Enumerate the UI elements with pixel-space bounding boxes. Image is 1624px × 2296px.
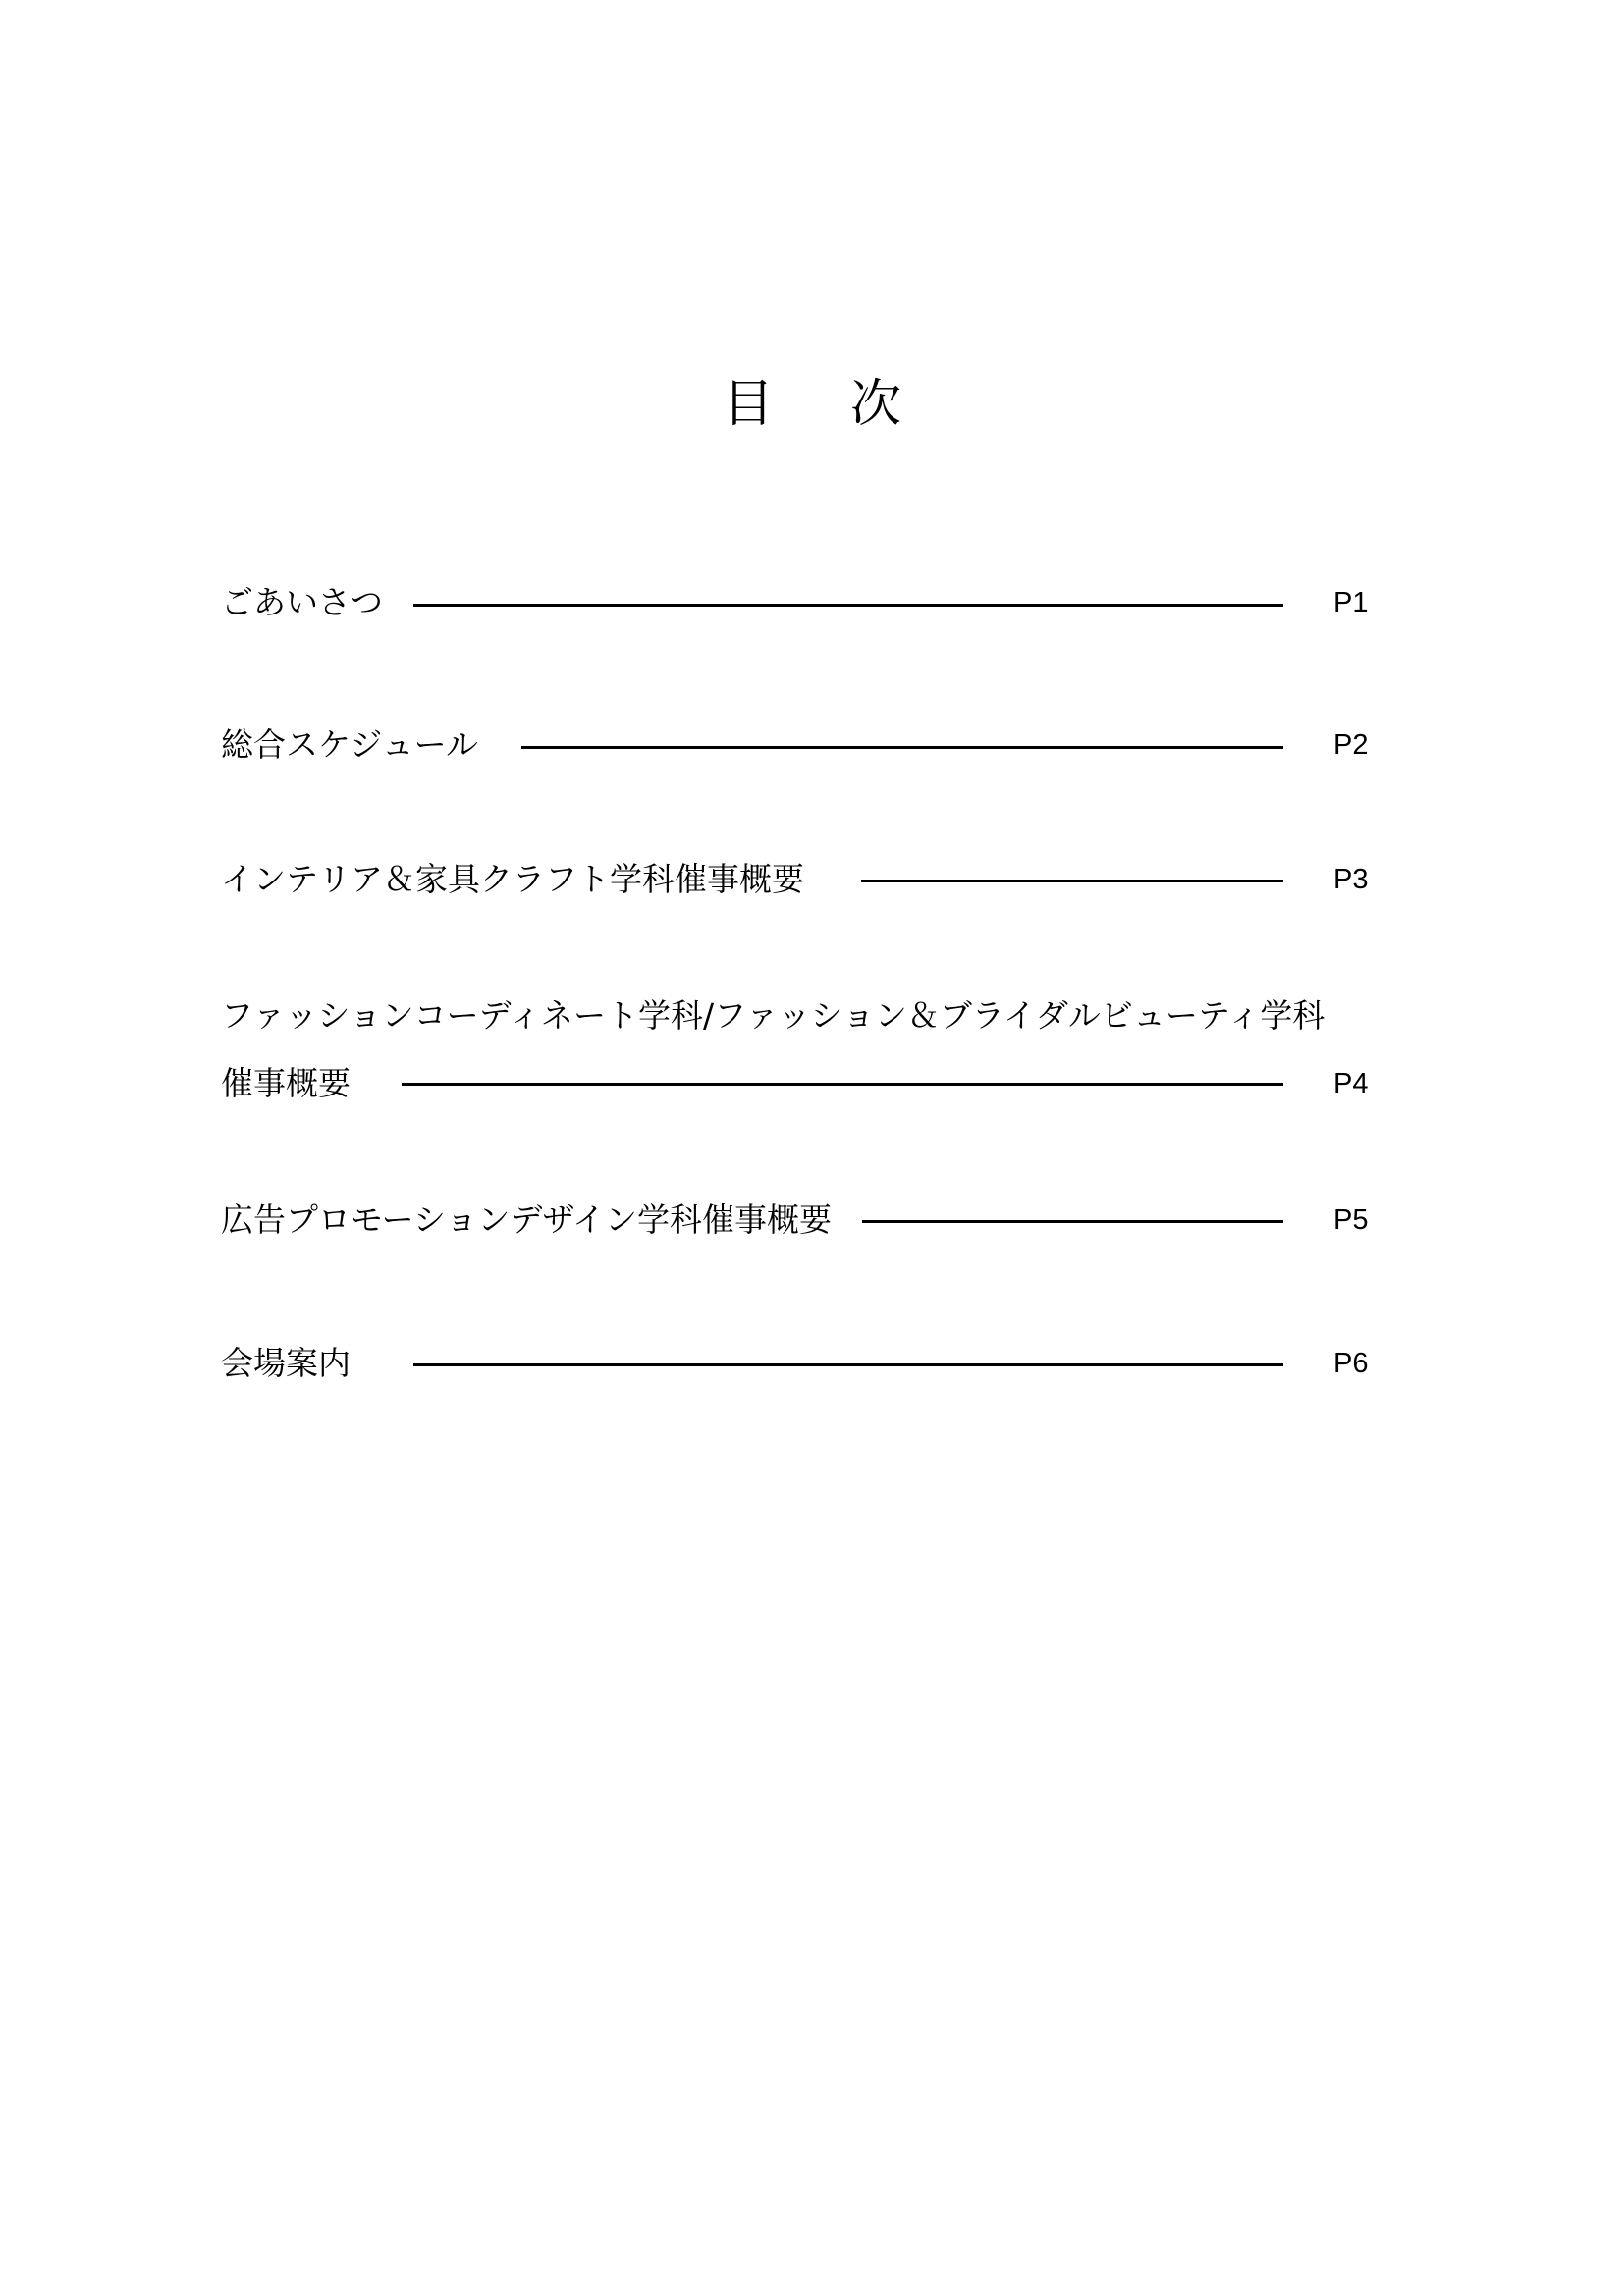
toc-entry-label[interactable]: インテリア＆家具クラフト学科催事概要 bbox=[221, 860, 804, 898]
toc-entry-label[interactable]: 広告プロモーションデザイン学科催事概要 bbox=[221, 1201, 833, 1239]
toc-leader-line bbox=[521, 746, 1283, 749]
toc-page-number[interactable]: P2 bbox=[1333, 729, 1369, 761]
toc-entry-label[interactable]: 総合スケジュール bbox=[221, 725, 479, 764]
toc-entry-label[interactable]: 会場案内 bbox=[221, 1344, 351, 1382]
title-char-2: 次 bbox=[850, 375, 902, 434]
toc-page-number[interactable]: P4 bbox=[1333, 1068, 1369, 1099]
toc-leader-line bbox=[413, 604, 1283, 607]
toc-page-number[interactable]: P3 bbox=[1333, 864, 1369, 895]
title-char-1: 目 bbox=[722, 375, 774, 434]
toc-entry-label-line1[interactable]: ファッションコーディネート学科/ファッション＆ブライダルビューティ学科 bbox=[221, 996, 1326, 1035]
toc-page-number[interactable]: P5 bbox=[1333, 1204, 1369, 1236]
toc-leader-line bbox=[402, 1083, 1283, 1086]
toc-page-number[interactable]: P6 bbox=[1333, 1348, 1369, 1379]
toc-entry-label[interactable]: 催事概要 bbox=[221, 1064, 351, 1102]
toc-leader-line bbox=[862, 1220, 1283, 1223]
toc-leader-line bbox=[413, 1363, 1283, 1366]
toc-leader-line bbox=[861, 880, 1283, 882]
page-title bbox=[0, 375, 1624, 434]
toc-page-number[interactable]: P1 bbox=[1333, 587, 1369, 618]
toc-entry-label[interactable]: ごあいさつ bbox=[221, 583, 383, 621]
